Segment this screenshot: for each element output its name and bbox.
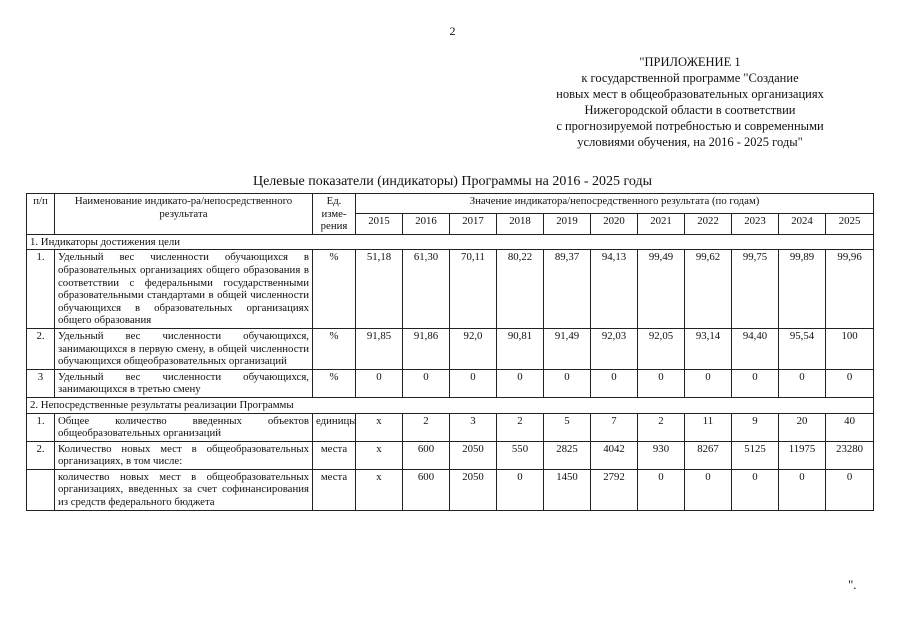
row-value: 0 [779, 369, 826, 397]
row-name: Количество новых мест в общеобразовательных организациях, в том числе: [55, 441, 313, 469]
row-value: 94,13 [591, 250, 638, 329]
appendix-line: к государственной программе "Создание [581, 71, 799, 85]
row-value: 0 [450, 369, 497, 397]
header-year: 2015 [356, 214, 403, 234]
row-value: 7 [591, 413, 638, 441]
row-value: 2792 [591, 469, 638, 510]
row-value: 2050 [450, 441, 497, 469]
row-value: 93,14 [685, 328, 732, 369]
row-value: 90,81 [497, 328, 544, 369]
row-name: Удельный вес численности обучающихся, занимающихся в третью смену [55, 369, 313, 397]
row-value: 11 [685, 413, 732, 441]
row-value: 99,75 [732, 250, 779, 329]
row-value: 930 [638, 441, 685, 469]
row-value: 0 [826, 369, 874, 397]
row-value: 92,03 [591, 328, 638, 369]
row-unit: места [313, 441, 356, 469]
header-num: п/п [27, 194, 55, 235]
row-value: 0 [497, 369, 544, 397]
row-value: 92,05 [638, 328, 685, 369]
row-value: 95,54 [779, 328, 826, 369]
row-value: 99,89 [779, 250, 826, 329]
row-value: 0 [544, 369, 591, 397]
row-value: 0 [356, 369, 403, 397]
row-unit: места [313, 469, 356, 510]
row-value: 600 [403, 441, 450, 469]
row-value: 92,0 [450, 328, 497, 369]
row-value: 91,85 [356, 328, 403, 369]
row-value: 0 [638, 469, 685, 510]
page-number: 2 [449, 24, 456, 38]
row-value: 2 [638, 413, 685, 441]
header-year: 2025 [826, 214, 874, 234]
header-row [27, 194, 874, 214]
row-value: 1450 [544, 469, 591, 510]
row-value: 8267 [685, 441, 732, 469]
row-unit: единицы [313, 413, 356, 441]
row-number [27, 469, 55, 510]
header-year: 2021 [638, 214, 685, 234]
header-year: 2019 [544, 214, 591, 234]
appendix-line: новых мест в общеобразовательных организациях [556, 87, 824, 101]
row-value: 5 [544, 413, 591, 441]
appendix-line: Нижегородской области в соответствии [584, 103, 796, 117]
row-value: 550 [497, 441, 544, 469]
section-row [27, 234, 874, 250]
section-title: 1. Индикаторы достижения цели [27, 234, 874, 250]
row-value: 9 [732, 413, 779, 441]
row-value: х [356, 469, 403, 510]
row-value: 0 [685, 369, 732, 397]
row-value: 70,11 [450, 250, 497, 329]
row-value: 0 [826, 469, 874, 510]
row-value: 0 [403, 369, 450, 397]
row-value: 94,40 [732, 328, 779, 369]
row-value: х [356, 441, 403, 469]
header-year: 2016 [403, 214, 450, 234]
row-value: 4042 [591, 441, 638, 469]
header-year: 2024 [779, 214, 826, 234]
appendix-line: с прогнозируемой потребностью и современными [556, 119, 824, 133]
row-unit: % [313, 328, 356, 369]
row-number: 1. [27, 413, 55, 441]
row-value: 100 [826, 328, 874, 369]
row-value: 0 [732, 469, 779, 510]
row-value: 51,18 [356, 250, 403, 329]
row-value: 0 [732, 369, 779, 397]
row-name: Удельный вес численности обучающихся, занимающихся в первую смену, в общей численности обучающихся общеобразовательных организаций [55, 328, 313, 369]
row-value: 2 [403, 413, 450, 441]
row-value: 5125 [732, 441, 779, 469]
row-name: Общее количество введенных объектов общеобразовательных организаций [55, 413, 313, 441]
row-number: 2. [27, 441, 55, 469]
closing-quote: ". [848, 577, 857, 592]
row-value: 80,22 [497, 250, 544, 329]
row-value: 99,62 [685, 250, 732, 329]
table-row [27, 250, 874, 329]
row-number: 3 [27, 369, 55, 397]
row-value: 2 [497, 413, 544, 441]
row-value: 600 [403, 469, 450, 510]
header-unit: Ед. изме-рения [313, 194, 356, 235]
row-unit: % [313, 369, 356, 397]
row-value: 99,49 [638, 250, 685, 329]
row-value: 89,37 [544, 250, 591, 329]
row-value: 0 [685, 469, 732, 510]
header-year: 2017 [450, 214, 497, 234]
row-value: 2050 [450, 469, 497, 510]
row-unit: % [313, 250, 356, 329]
header-year: 2020 [591, 214, 638, 234]
row-value: 23280 [826, 441, 874, 469]
row-number: 1. [27, 250, 55, 329]
appendix-line: "ПРИЛОЖЕНИЕ 1 [639, 55, 741, 69]
row-value: 3 [450, 413, 497, 441]
table-row [27, 369, 874, 397]
section-title: 2. Непосредственные результаты реализации Программы [27, 397, 874, 413]
header-name: Наименование индикато-ра/непосредственного результата [55, 194, 313, 235]
table-row [27, 469, 874, 510]
table-row [27, 441, 874, 469]
row-value: 0 [497, 469, 544, 510]
row-value: 11975 [779, 441, 826, 469]
row-name: количество новых мест в общеобразовательных организациях, введенных за счет софинансирования из средств федерального бюджета [55, 469, 313, 510]
row-value: 0 [779, 469, 826, 510]
row-value: 0 [591, 369, 638, 397]
header-values-group: Значение индикатора/непосредственного результата (по годам) [356, 194, 874, 214]
row-value: 20 [779, 413, 826, 441]
table-row [27, 328, 874, 369]
row-value: 91,86 [403, 328, 450, 369]
table-title: Целевые показатели (индикаторы) Программы на 2016 - 2025 годы [252, 174, 653, 189]
row-value: 91,49 [544, 328, 591, 369]
header-year: 2023 [732, 214, 779, 234]
row-value: 61,30 [403, 250, 450, 329]
header-year: 2022 [685, 214, 732, 234]
row-value: 2825 [544, 441, 591, 469]
row-value: 0 [638, 369, 685, 397]
table-row [27, 413, 874, 441]
appendix-line: условиями обучения, на 2016 - 2025 годы" [577, 135, 803, 149]
row-value: 99,96 [826, 250, 874, 329]
appendix-heading [510, 54, 870, 150]
section-row [27, 397, 874, 413]
row-value: х [356, 413, 403, 441]
indicators-table [26, 193, 874, 511]
row-name: Удельный вес численности обучающихся в образовательных организациях общего образования в соответствии с федеральными государственными образовательными стандартами в общей численности обучающихся в образовательных организациях общего образования [55, 250, 313, 329]
row-value: 40 [826, 413, 874, 441]
header-year: 2018 [497, 214, 544, 234]
row-number: 2. [27, 328, 55, 369]
